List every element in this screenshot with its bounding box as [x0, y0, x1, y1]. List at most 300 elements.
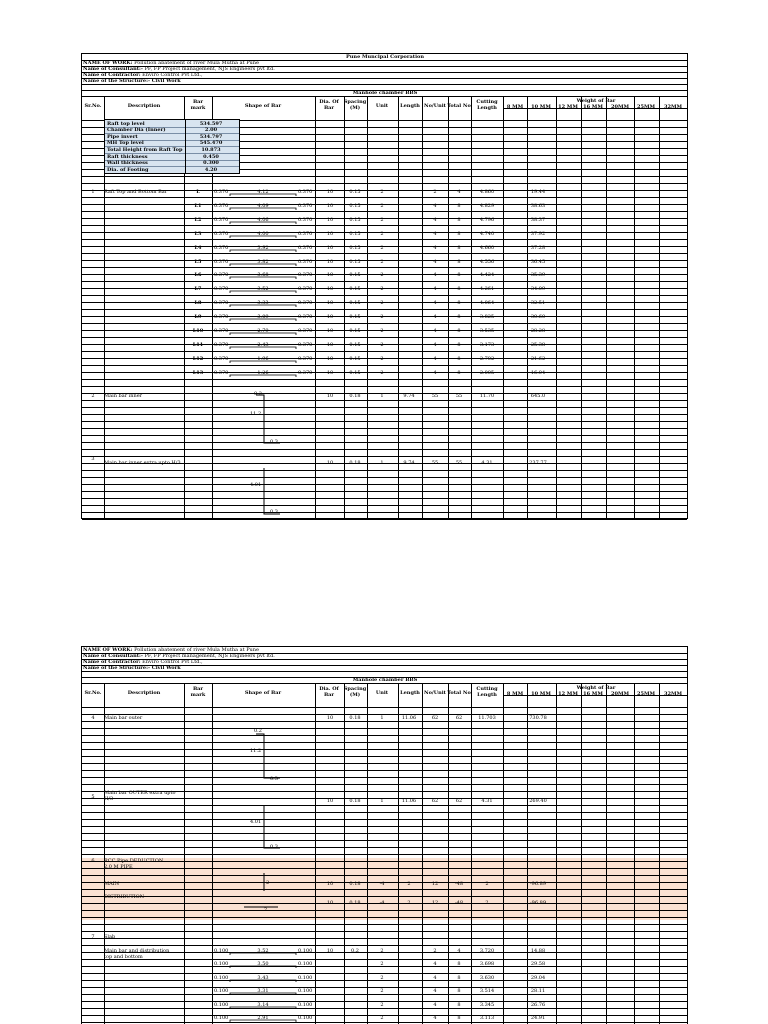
- grid-line-body-30: [82, 917, 687, 918]
- grid-line-body-10: [82, 777, 687, 778]
- bar-dia: 10: [326, 948, 334, 954]
- header-cutting-1: Cutting: [476, 99, 498, 105]
- bar-mark: L: [196, 189, 200, 195]
- bar-left-hook: 0.100: [214, 948, 229, 954]
- bar-length-label: 4.00: [257, 230, 269, 237]
- bar-total-no: 8: [457, 272, 461, 279]
- header-dia-1-2: Dia. Of: [319, 686, 339, 692]
- bar-cutting-length: 3.630: [479, 974, 495, 981]
- bar-total-no: 8: [457, 369, 461, 376]
- grid-line-body-47: [82, 449, 687, 450]
- bar-mark: L3: [194, 230, 202, 237]
- bar-dia: 10: [326, 216, 334, 223]
- grid-line-body-32: [82, 931, 687, 932]
- item-6-title-2: 2.0 M PIPE: [104, 864, 133, 870]
- grid-line-body-39: [82, 980, 687, 981]
- bar-left-hook: 0.100: [214, 961, 229, 968]
- bar-spacing: 0.15: [349, 328, 361, 334]
- header-no-unit: No/Unit: [424, 103, 446, 109]
- bar-spacing: 0.15: [349, 355, 361, 362]
- bar-spacing: 0.15: [349, 230, 361, 237]
- grid-line-body-31: [82, 924, 687, 925]
- contractor-value: Enviro Control Pvt Ltd.,: [142, 72, 203, 78]
- grid-col-15: [634, 683, 635, 1024]
- grid-col-7: [422, 96, 423, 518]
- bar-dia: 10: [326, 230, 334, 237]
- item-6-dist-no-unit: 12: [431, 900, 439, 906]
- bar-left-hook: 0.370: [214, 314, 229, 321]
- grid-line-body-40: [82, 400, 687, 401]
- bar-weight-10mm: 19.44: [530, 189, 546, 195]
- bar-unit: 2: [380, 1015, 384, 1021]
- bar-right-hook: 0.370: [298, 216, 313, 223]
- bar-spacing: 0.15: [349, 202, 361, 209]
- grid-col-5: [367, 96, 368, 518]
- info-divider: [185, 120, 186, 173]
- header-spacing-1: Spacing: [343, 99, 367, 105]
- grid-line-body-11: [82, 784, 687, 785]
- header-unit: Unit: [375, 103, 389, 109]
- item-7-description-1: Main bar and distribution: [104, 948, 170, 954]
- item-5-description-1: Main bar OUTER extra upto: [104, 790, 176, 796]
- bar-cutting-length: 4.064: [479, 300, 495, 307]
- grid-line-body-57: [82, 519, 687, 520]
- bar-no-unit: 4: [433, 988, 437, 995]
- design-info-box: [104, 119, 240, 174]
- item-3-weight-10mm: 237.77: [529, 460, 547, 466]
- bar-dia: 10: [326, 300, 334, 307]
- item-5-cutting-length: 4.31: [481, 798, 493, 804]
- item-2-unit: 1: [380, 393, 384, 399]
- grid-line-body-19: [82, 840, 687, 841]
- item-6-main-total-no: -48: [454, 881, 464, 887]
- bar-no-unit: 4: [433, 258, 437, 265]
- bar-left-hook: 0.370: [214, 300, 229, 307]
- grid-line-body-27: [82, 309, 687, 310]
- item-4-description: Main bar outer: [104, 715, 143, 721]
- bar-left-hook: 0.370: [214, 369, 229, 376]
- bar-no-unit: 2: [433, 189, 437, 195]
- grid-line-body-51: [82, 477, 687, 478]
- bar-mark: L10: [192, 328, 204, 334]
- item-6-dist-unit: -4: [379, 900, 385, 906]
- corporation-title: Pune Muncipal Corporation: [346, 54, 424, 60]
- grid-col-11: [527, 683, 528, 1024]
- grid-line-body-25: [82, 295, 687, 296]
- bar-right-hook: 0.100: [298, 948, 313, 954]
- bar-weight-10mm: 16.04: [530, 369, 546, 376]
- bar-no-unit: 4: [433, 286, 437, 293]
- grid-line-body-45: [82, 1022, 687, 1023]
- grid-line-body-50: [82, 470, 687, 471]
- grid-line-body-18: [82, 246, 687, 247]
- item-2-dia: 10: [326, 393, 334, 399]
- grid-line-body-16: [82, 819, 687, 820]
- bar-total-no: 8: [457, 1001, 461, 1008]
- bar-cutting-length: 3.720: [479, 948, 495, 954]
- bar-total-no: 8: [457, 230, 461, 237]
- bar-total-no: 8: [457, 300, 461, 307]
- item-4-shape-mid: 11.2: [250, 748, 262, 754]
- grid-line-body-14: [82, 805, 687, 806]
- structure-name: Name of the Structure:- Civil Work: [83, 78, 181, 84]
- header-weight-mm10: 10 MM: [531, 104, 551, 110]
- bar-weight-10mm: 29.04: [530, 974, 546, 981]
- bar-length-label: 2.79: [257, 328, 269, 334]
- bar-spacing: 0.15: [349, 341, 361, 348]
- bar-unit: 2: [380, 369, 384, 376]
- bar-weight-10mm: 38.63: [530, 202, 546, 209]
- bar-cutting-length: 3.825: [479, 314, 495, 321]
- bar-total-no: 8: [457, 988, 461, 995]
- grid-line-body-26: [82, 302, 687, 303]
- item-4-length: 11.06: [401, 715, 417, 721]
- item-6-bar-shape: [232, 869, 312, 913]
- bar-total-no: 8: [457, 244, 461, 251]
- bar-length-label: 3.43: [257, 974, 269, 981]
- grid-col-10: [503, 683, 504, 1024]
- bar-no-unit: 4: [433, 216, 437, 223]
- bar-length-label: 3.14: [257, 1001, 269, 1008]
- bar-spacing: 0.15: [349, 272, 361, 279]
- bar-total-no: 8: [457, 286, 461, 293]
- bar-total-no: 8: [457, 258, 461, 265]
- item-5-unit: 1: [380, 798, 384, 804]
- bar-unit: 2: [380, 355, 384, 362]
- item-6-main-spacing: 0.18: [349, 881, 361, 887]
- info-value: 534.797: [199, 133, 223, 140]
- item-3-no-unit: 55: [431, 460, 439, 466]
- grid-line-body-3: [82, 728, 687, 729]
- header-bar-mark-1-2: Bar: [192, 686, 204, 692]
- bar-no-unit: 4: [433, 314, 437, 321]
- bar-no-unit: 4: [433, 244, 437, 251]
- bar-total-no: 8: [457, 974, 461, 981]
- bar-right-hook: 0.370: [298, 230, 313, 237]
- bar-right-hook: 0.100: [298, 974, 313, 981]
- header-weight-mm16: 16 MM: [583, 104, 603, 110]
- item-4-srno: 4: [91, 715, 95, 721]
- bar-total-no: 8: [457, 341, 461, 348]
- grid-line-body-38: [82, 973, 687, 974]
- grid-line-body-15: [82, 812, 687, 813]
- bar-left-hook: 0.370: [214, 272, 229, 279]
- bar-length-label: 4.12: [257, 189, 269, 195]
- bar-length-label: 3.68: [257, 272, 269, 279]
- bar-right-hook: 0.370: [298, 244, 313, 251]
- info-value: 10.873: [201, 146, 221, 153]
- item-6-srno: 6: [91, 858, 95, 864]
- bar-total-no: 8: [457, 328, 461, 334]
- bar-left-hook: 0.100: [214, 988, 229, 995]
- grid-line-body-24: [82, 288, 687, 289]
- header-total-no: Total No: [447, 103, 471, 109]
- bar-dia: 10: [326, 272, 334, 279]
- bar-unit: 2: [380, 286, 384, 293]
- header-total-no-2: Total No: [447, 690, 471, 696]
- grid-line-body-27: [82, 896, 687, 897]
- bar-dia: 10: [326, 341, 334, 348]
- consultant-label-2: Name of Consultant:-: [83, 653, 143, 659]
- bar-mark: L5: [194, 258, 202, 265]
- bar-unit: 2: [380, 988, 384, 995]
- bar-weight-10mm: 14.88: [530, 948, 546, 954]
- item-6-dist-weight-10mm: -96.89: [529, 900, 547, 906]
- bar-weight-10mm: 32.51: [530, 300, 546, 307]
- item-6-main-dia: 10: [326, 881, 334, 887]
- item-4-dia: 10: [326, 715, 334, 721]
- bar-dia: 10: [326, 189, 334, 195]
- bar-mark: L8: [194, 300, 202, 307]
- item-6-dist-dia: 10: [326, 900, 334, 906]
- bar-dia: 10: [326, 258, 334, 265]
- bar-total-no: 4: [457, 948, 461, 954]
- header-bar-mark-1: Bar: [192, 99, 204, 105]
- header-shape: Shape of Bar: [244, 103, 282, 109]
- bar-unit: 2: [380, 216, 384, 223]
- bar-cutting-length: 4.424: [479, 272, 495, 279]
- name-of-work-label: NAME OF WORK:: [83, 60, 133, 66]
- bar-mark: L7: [194, 286, 202, 293]
- grid-line-body-31: [82, 337, 687, 338]
- header-description: Description: [127, 103, 161, 109]
- item-3-total-no: 55: [455, 460, 463, 466]
- grid-line-body-25: [82, 882, 687, 883]
- grid-line-body-33: [82, 351, 687, 352]
- item-6-distribution-label: DISTRIBUTION: [104, 894, 145, 900]
- grid-line-body-35: [82, 365, 687, 366]
- bar-left-hook: 0.370: [214, 230, 229, 237]
- bar-spacing: 0.15: [349, 286, 361, 293]
- bar-total-no: 8: [457, 355, 461, 362]
- grid-line-body-38: [82, 386, 687, 387]
- bar-length-label: 2.91: [257, 1015, 269, 1021]
- grid-line-body-18: [82, 833, 687, 834]
- grid-line-body-8: [82, 176, 687, 177]
- grid-line-body-13: [82, 211, 687, 212]
- bar-unit: 2: [380, 300, 384, 307]
- bbs-title: Manhole chamber BBS: [352, 90, 418, 96]
- bar-weight-10mm: 34.09: [530, 286, 546, 293]
- consultant-value-2: PF, FP Project management, NJS Engineers pvt ltd.: [144, 653, 275, 659]
- bar-dia: 10: [326, 314, 334, 321]
- grid-col-11: [527, 96, 528, 518]
- bar-cutting-length: 4.740: [479, 230, 495, 237]
- grid-line-body-32: [82, 344, 687, 345]
- grid-col-12: [556, 96, 557, 518]
- bar-no-unit: 4: [433, 355, 437, 362]
- grid-line-body-43: [82, 1008, 687, 1009]
- header-weight-2: Weight of Bar: [576, 685, 616, 691]
- contractor-value-2: Enviro Control Pvt Ltd.,: [142, 659, 203, 665]
- bar-right-hook: 0.370: [298, 369, 313, 376]
- item-3-shape-mid: 4.01: [250, 482, 262, 488]
- grid-line-head-3: [82, 671, 687, 672]
- bar-weight-10mm: 35.39: [530, 272, 546, 279]
- grid-col-8: [448, 683, 449, 1024]
- bar-weight-10mm: 24.91: [530, 1015, 546, 1021]
- bar-unit: 2: [380, 258, 384, 265]
- grid-col-14: [606, 683, 607, 1024]
- header-weight-mm12-2: 12 MM: [558, 691, 578, 697]
- grid-col-4: [344, 683, 345, 1024]
- bar-length-label: 4.06: [257, 216, 269, 223]
- item-2-description: Main bar inner: [104, 393, 143, 399]
- item-6-main-length: 2: [407, 881, 411, 887]
- bar-right-hook: 0.100: [298, 1001, 313, 1008]
- bar-cutting-length: 4.261: [479, 286, 495, 293]
- bar-cutting-length: 3.345: [479, 1001, 495, 1008]
- grid-line-body-41: [82, 994, 687, 995]
- header-unit-2: Unit: [375, 690, 389, 696]
- header-spacing-1-2: Spacing: [343, 686, 367, 692]
- header-dia-1: Dia. Of: [319, 99, 339, 105]
- grid-line-body-52: [82, 484, 687, 485]
- grid-line-body-28: [82, 316, 687, 317]
- header-dia-2: Bar: [323, 105, 335, 111]
- header-cutting-2-2: Length: [477, 692, 497, 698]
- bar-spacing: 0.15: [349, 258, 361, 265]
- grid-col-16: [659, 683, 660, 1024]
- bar-mark: L1: [194, 202, 202, 209]
- header-weight-mm12: 12 MM: [558, 104, 578, 110]
- grid-line-body-33: [82, 938, 687, 939]
- contractor-label: Name of Contractor:: [83, 72, 141, 78]
- item-2-shape-bot: 0.3: [270, 439, 278, 445]
- info-value: 545.470: [199, 140, 223, 147]
- bar-total-no: 8: [457, 314, 461, 321]
- grid-line-body-16: [82, 232, 687, 233]
- item-6-dist-spacing: 0.18: [349, 900, 361, 906]
- grid-col-2: [212, 683, 213, 1024]
- grid-line-body-17: [82, 239, 687, 240]
- bar-length-label: 1.26: [257, 369, 269, 376]
- bar-unit: 2: [380, 230, 384, 237]
- grid-line-body-13: [82, 798, 687, 799]
- info-value: 534.597: [199, 120, 223, 127]
- grid-line-body-37: [82, 966, 687, 967]
- header-weight-mm20: 20MM: [610, 104, 630, 110]
- bar-length-label: 3.31: [257, 988, 269, 995]
- item-6-main-cutting-length: 2: [485, 881, 489, 887]
- item-2-spacing: 0.18: [349, 393, 361, 399]
- bar-mark: L6: [194, 272, 202, 279]
- info-value: 0.300: [203, 160, 219, 167]
- item-3-shape-bot: 0.3: [270, 509, 278, 515]
- item-4-cutting-length: 11.703: [478, 715, 496, 721]
- bar-weight-10mm: 36.45: [530, 258, 546, 265]
- contractor-label-2: Name of Contractor:: [83, 659, 141, 665]
- bar-mark: L13: [192, 369, 204, 376]
- item-4-shape-top: 0.2: [254, 728, 262, 734]
- grid-col-13: [581, 683, 582, 1024]
- info-label: Raft top level: [107, 120, 145, 127]
- item-4-no-unit: 62: [431, 715, 439, 721]
- bar-left-hook: 0.370: [214, 189, 229, 195]
- bar-total-no: 8: [457, 961, 461, 968]
- bar-length-label: 3.52: [257, 286, 269, 293]
- item-5-shape-mid: 4.01: [250, 819, 262, 825]
- bar-no-unit: 2: [433, 948, 437, 954]
- grid-col-14: [606, 96, 607, 518]
- bar-right-hook: 0.100: [298, 961, 313, 968]
- bar-length-label: 3.82: [257, 258, 269, 265]
- bar-length-label: 3.09: [257, 314, 269, 321]
- grid-line-body-42: [82, 1001, 687, 1002]
- bar-unit: 2: [380, 272, 384, 279]
- item-3-length: 9.74: [403, 460, 415, 466]
- header-weight-mm8-2: 8 MM: [506, 691, 524, 697]
- bar-cutting-length: 4.860: [479, 189, 495, 195]
- bar-unit: 2: [380, 314, 384, 321]
- grid-col-6: [398, 683, 399, 1024]
- bar-right-hook: 0.370: [298, 258, 313, 265]
- grid-col-9: [471, 96, 472, 518]
- bar-no-unit: 4: [433, 300, 437, 307]
- bar-no-unit: 4: [433, 1015, 437, 1021]
- grid-line-body-53: [82, 491, 687, 492]
- grid-col-16: [659, 96, 660, 518]
- item-5-length: 11.06: [401, 798, 417, 804]
- consultant-value: PF, FP Project management, NJS Engineers pvt ltd.: [144, 66, 275, 72]
- bar-left-hook: 0.370: [214, 216, 229, 223]
- grid-col-7: [422, 683, 423, 1024]
- bar-spacing: 0.2: [351, 948, 359, 954]
- grid-line-head-6: [82, 96, 687, 97]
- bar-spacing: 0.15: [349, 216, 361, 223]
- item-2-shape-top: 0.2: [254, 391, 262, 397]
- bar-unit: 2: [380, 1001, 384, 1008]
- bar-mark: L2: [194, 216, 202, 223]
- bar-cutting-length: 4.660: [479, 244, 495, 251]
- grid-line-body-2: [82, 721, 687, 722]
- item-4-weight-10mm: 730.78: [529, 715, 547, 721]
- bar-spacing: 0.15: [349, 189, 361, 195]
- bar-cutting-length: 4.796: [479, 216, 495, 223]
- item-3-srno: 3: [91, 456, 95, 462]
- item-2-no-unit: 55: [431, 393, 439, 399]
- item-6-main-unit: -4: [379, 881, 385, 887]
- header-weight-mm10-2: 10 MM: [531, 691, 551, 697]
- bar-cutting-length: 4.829: [479, 202, 495, 209]
- item-3-dia: 10: [326, 460, 334, 466]
- grid-line-body-54: [82, 498, 687, 499]
- item-3-cutting-length: 4.31: [481, 460, 493, 466]
- item-1-srno: 1: [91, 189, 95, 195]
- header-weight-mm32-2: 32MM: [663, 691, 683, 697]
- item-6-dist-total-no: -48: [454, 900, 464, 906]
- bar-weight-10mm: 28.28: [530, 328, 546, 334]
- bar-length-label: 2.43: [257, 341, 269, 348]
- grid-col-3: [315, 683, 316, 1024]
- header-bar-mark-2: mark: [190, 105, 206, 111]
- bar-length-label: 3.52: [257, 948, 269, 954]
- grid-line-body-19: [82, 253, 687, 254]
- bar-left-hook: 0.370: [214, 341, 229, 348]
- bar-no-unit: 4: [433, 961, 437, 968]
- grid-line-head-5: [82, 683, 687, 684]
- bar-right-hook: 0.370: [298, 300, 313, 307]
- consultant-label: Name of Consultant:-: [83, 66, 143, 72]
- bar-length-label: 3.92: [257, 244, 269, 251]
- info-value: 4.20: [204, 166, 218, 173]
- bar-cutting-length: 2.702: [479, 355, 495, 362]
- header-shape-2: Shape of Bar: [244, 690, 282, 696]
- bar-right-hook: 0.370: [298, 189, 313, 195]
- bar-cutting-length: 3.535: [479, 328, 495, 334]
- info-label: Total Height from Raft Top: [107, 146, 183, 153]
- info-value: 2.00: [204, 127, 218, 134]
